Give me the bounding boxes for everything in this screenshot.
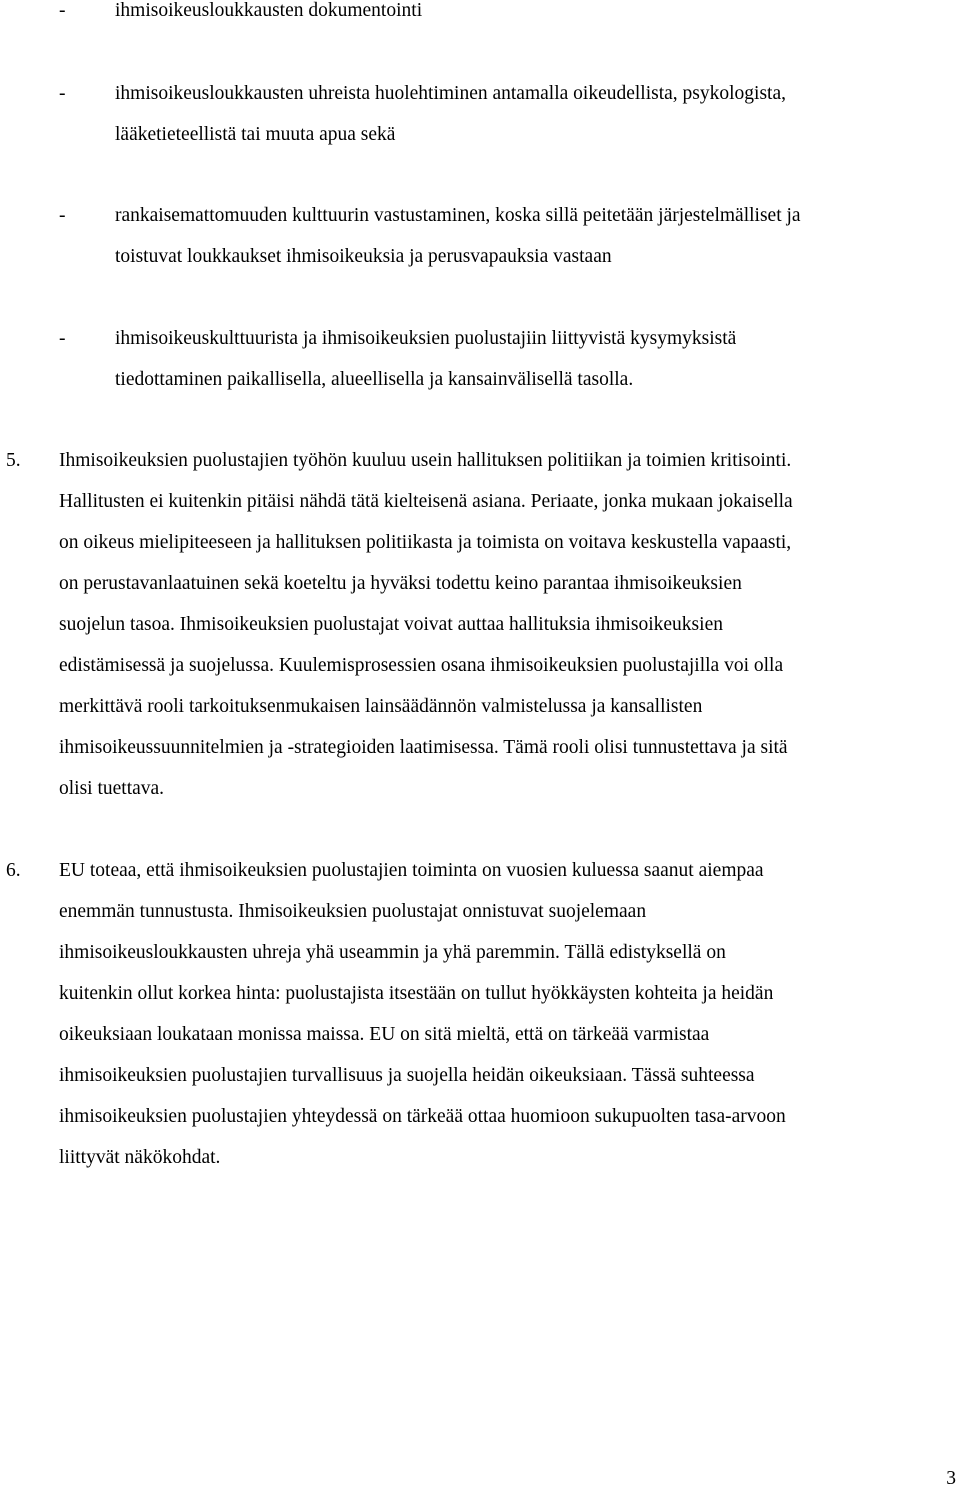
paragraph-line: EU toteaa, että ihmisoikeuksien puolustajien toiminta on vuosien kuluessa saanut aiempaa bbox=[59, 860, 764, 881]
paragraph-line: ihmisoikeuksien puolustajien turvallisuus ja suojella heidän oikeuksiaan. Tässä suhteessa bbox=[59, 1065, 755, 1086]
bullet-dash: - bbox=[59, 83, 66, 104]
bullet-text-line: rankaisemattomuuden kulttuurin vastustaminen, koska sillä peitetään järjestelmälliset ja bbox=[115, 205, 801, 226]
paragraph-line: kuitenkin ollut korkea hinta: puolustajista itsestään on tullut hyökkäysten kohteita ja heidän bbox=[59, 983, 774, 1004]
paragraph-line: on oikeus mielipiteeseen ja hallituksen politiikasta ja toimista on voitava keskustella vapaasti, bbox=[59, 532, 792, 553]
bullet-dash: - bbox=[59, 328, 66, 349]
paragraph-line: Hallitusten ei kuitenkin pitäisi nähdä tätä kielteisenä asiana. Periaate, jonka mukaan jokaisella bbox=[59, 491, 793, 512]
paragraph-line: ihmisoikeusloukkausten uhreja yhä useammin ja yhä paremmin. Tällä edistyksellä on bbox=[59, 942, 726, 963]
paragraph-line: liittyvät näkökohdat. bbox=[59, 1147, 221, 1168]
paragraph-line: ihmisoikeussuunnitelmien ja -strategioiden laatimisessa. Tämä rooli olisi tunnustettava ja sitä bbox=[59, 737, 788, 758]
paragraph-number: 5. bbox=[6, 450, 21, 471]
bullet-text-line: toistuvat loukkaukset ihmisoikeuksia ja perusvapauksia vastaan bbox=[115, 246, 612, 267]
paragraph-line: edistämisessä ja suojelussa. Kuulemisprosessien osana ihmisoikeuksien puolustajilla voi olla bbox=[59, 655, 784, 676]
paragraph-line: oikeuksiaan loukataan monissa maissa. EU on sitä mieltä, että on tärkeää varmistaa bbox=[59, 1024, 710, 1045]
bullet-text-line: ihmisoikeusloukkausten uhreista huolehtiminen antamalla oikeudellista, psykologista, bbox=[115, 83, 787, 104]
paragraph-line: ihmisoikeuksien puolustajien yhteydessä on tärkeää ottaa huomioon sukupuolten tasa-arvoon bbox=[59, 1106, 786, 1127]
paragraph-number: 6. bbox=[6, 860, 21, 881]
paragraph-line: suojelun tasoa. Ihmisoikeuksien puolustajat voivat auttaa hallituksia ihmisoikeuksien bbox=[59, 614, 723, 635]
bullet-text-line: ihmisoikeusloukkausten dokumentointi bbox=[115, 0, 423, 21]
bullet-dash: - bbox=[59, 0, 66, 21]
page-number: 3 bbox=[946, 1468, 956, 1489]
paragraph-line: merkittävä rooli tarkoituksenmukaisen lainsäädännön valmistelussa ja kansallisten bbox=[59, 696, 703, 717]
bullet-text-line: tiedottaminen paikallisella, alueellisella ja kansainvälisellä tasolla. bbox=[115, 369, 634, 390]
bullet-dash: - bbox=[59, 205, 66, 226]
paragraph-line: olisi tuettava. bbox=[59, 778, 165, 799]
bullet-text-line: ihmisoikeuskulttuurista ja ihmisoikeuksien puolustajiin liittyvistä kysymyksistä bbox=[115, 328, 737, 349]
bullet-text-line: lääketieteellistä tai muuta apua sekä bbox=[115, 124, 396, 145]
paragraph-line: on perustavanlaatuinen sekä koeteltu ja hyväksi todettu keino parantaa ihmisoikeuksien bbox=[59, 573, 742, 594]
paragraph-line: enemmän tunnustusta. Ihmisoikeuksien puolustajat onnistuvat suojelemaan bbox=[59, 901, 647, 922]
paragraph-line: Ihmisoikeuksien puolustajien työhön kuuluu usein hallituksen politiikan ja toimien kritisointi. bbox=[59, 450, 792, 471]
